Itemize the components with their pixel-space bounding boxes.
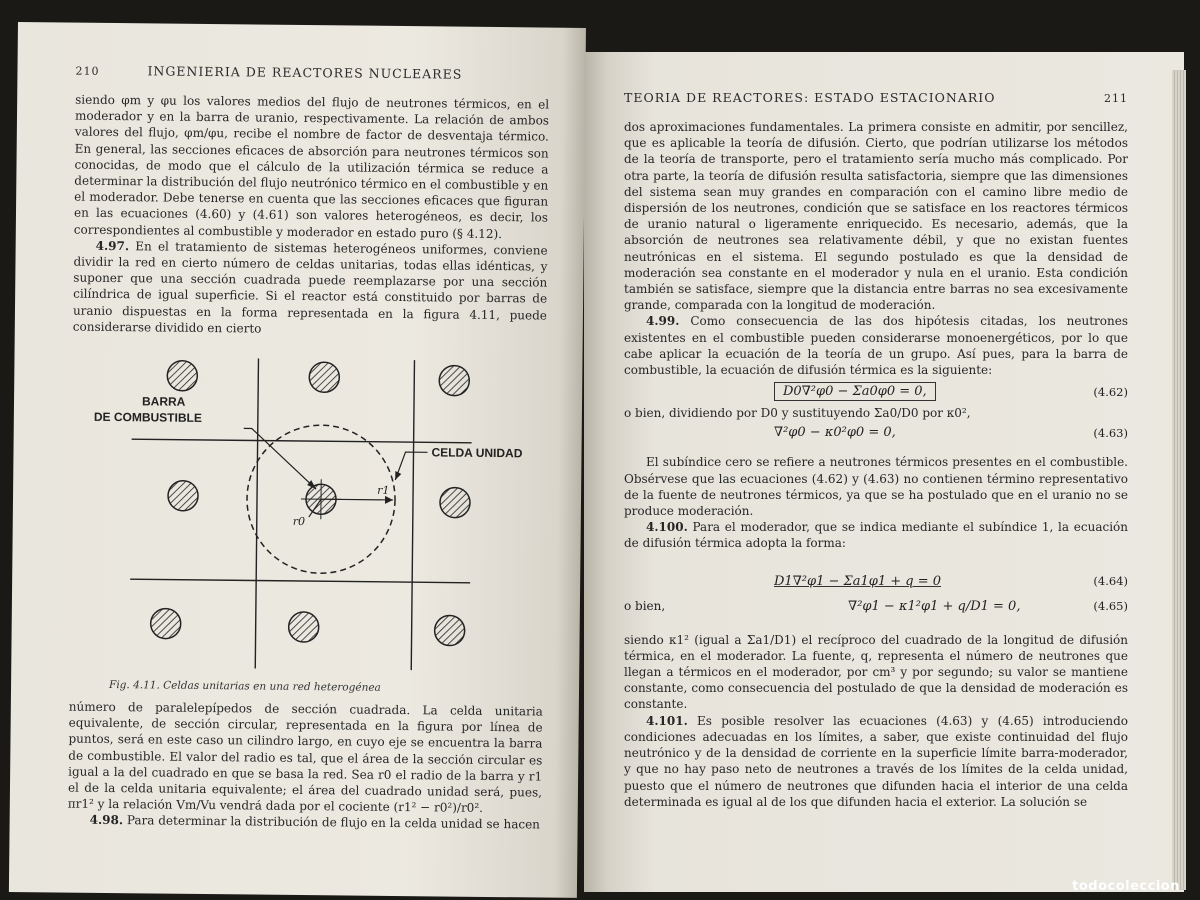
right-running-head <box>624 90 1128 105</box>
section-4-100 <box>624 519 1128 551</box>
unit-cell-diagram <box>69 347 542 678</box>
section-text: Para el moderador, que se indica mediante el subíndice 1, la ecuación de difusión térmica adopta la forma: <box>624 520 1128 551</box>
label-celda-unidad: CELDA UNIDAD <box>431 445 523 461</box>
equation-formula: D1∇²φ1 − Σa1φ1 + q = 0 <box>774 573 942 589</box>
section-number: 4.101. <box>646 713 688 728</box>
equation-number: (4.65) <box>1093 599 1128 614</box>
figure-caption: Fig. 4.11. Celdas unitarias en una red heterogénea <box>108 679 381 694</box>
section-text: Como consecuencia de las dos hipótesis citadas, los neutrones existentes en el combustible pueden considerarse monoenergéticos, por lo que cabe aplicar la ecuación de la teoría de un grupo. Así pues, para la barra de combustible, la ecuación de difusión térmica es la siguiente: <box>624 314 1128 378</box>
left-running-head <box>75 63 549 83</box>
section-4-99 <box>624 313 1128 378</box>
equation-number: (4.62) <box>1093 384 1128 399</box>
section-text: Para determinar la distribución de flujo en la celda unidad se hacen <box>126 813 541 832</box>
equation-4-62 <box>624 382 1128 401</box>
right-paragraph-2: El subíndice cero se refiere a neutrones térmicos presentes en el combustible. Obsérvese que las ecuaciones (4.62) y (4.63) no contienen término representativo de la fuente de neutrones térmicos, ya que se ha postulado que en el uranio no se produce moderación. <box>624 455 1128 519</box>
equation-4-65 <box>624 599 1128 614</box>
fuel-rod <box>289 612 319 642</box>
section-number: 4.98. <box>89 813 124 828</box>
page-edges <box>1172 70 1186 890</box>
left-page-number: 210 <box>75 64 100 78</box>
right-paragraph-3: siendo κ1² (igual a Σa1/D1) el recíproco del cuadrado de la longitud de difusión térmica, en el moderador. La fuente, q, representa el número de neutrones que llegan a térmicos en el moderador, por cm³ y por segundo; su valor se mantiene constante, como consecuencia del postulado de que la densidad de moderación es constante. <box>624 632 1128 712</box>
fuel-rod <box>309 362 339 392</box>
obien-1: o bien, dividiendo por D0 y sustituyendo Σa0/D0 por κ0², <box>624 406 971 421</box>
section-number: 4.100. <box>646 520 688 535</box>
fuel-rod <box>439 365 469 395</box>
grid-line <box>130 579 470 583</box>
label-barra: BARRA <box>141 394 186 409</box>
section-number: 4.97. <box>95 238 130 254</box>
watermark: todocoleccion <box>1072 879 1180 894</box>
section-4-101 <box>624 713 1128 810</box>
fuel-rod <box>151 608 181 638</box>
label-r0: r0 <box>292 514 306 529</box>
fuel-rod <box>434 615 464 645</box>
right-page-number: 211 <box>1104 92 1128 105</box>
fuel-rod <box>440 487 470 517</box>
section-text: En el tratamiento de sistemas heterogéneos uniformes, conviene dividir la red en cierto número de celdas unitarias, todas ellas idénticas, y suponer que una sección cuadrada puede reemplazarse por una sección cilíndrica de igual superficie. Si el reactor está constituido por barras de uranio dispuestas en la forma representada en la figura 4.11, puede considerarse dividido en cierto <box>72 239 548 336</box>
right-paragraph-1: dos aproximaciones fundamentales. La primera consiste en admitir, por sencillez, que es aplicable la teoría de difusión. Cierto, que podrían utilizarse los métodos de la teoría de transporte, pero el tratamiento sería mucho más complicado. Por otra parte, la teoría de difusión resulta satisfactoria, siempre que las dimensiones del sistema sean muy grandes en comparación con el camino libre medio de dispersión de los neutrones, condición que se satisface en los reactores térmicos de uranio natural o ligeramente enriquecido. Es necesario, además, que la absorción de neutrones sea relativamente débil, y que no existan fuentes neutrónicas en el sistema. El segundo postulado es que la densidad de moderación sea constante en el moderador y nula en el uranio. Esta condición también se satisface, siempre que la distancia entre barras no sea excesivamente grande, comparada con la longitud de moderación. <box>624 120 1128 313</box>
equation-4-63 <box>624 425 1128 440</box>
section-number: 4.99. <box>646 314 680 329</box>
figure-4-11 <box>69 347 546 678</box>
obien-2: o bien, <box>624 599 666 614</box>
equation-number: (4.63) <box>1093 425 1128 440</box>
section-text: Es posible resolver las ecuaciones (4.63) y (4.65) introduciendo condiciones adecuadas en los límites, a saber, que existe continuidad del flujo neutrónico y de la densidad de corriente en la superficie límite barra-moderador, y que no hay paso neto de neutrones a través de los límites de la celda unidad, puesto que el número de neutrones que difunden hacia el interior de una celda determinada es igual al de los que difunden hacia el exterior. La solución se <box>624 713 1128 809</box>
label-r1: r1 <box>377 483 390 497</box>
equation-formula: ∇²φ1 − κ1²φ1 + q/D1 = 0, <box>848 598 1021 614</box>
right-page <box>584 52 1184 892</box>
right-page-title: TEORIA DE REACTORES: ESTADO ESTACIONARIO <box>624 90 996 105</box>
fuel-rod <box>168 481 198 511</box>
left-paragraph-1: siendo φm y φu los valores medios del flujo de neutrones térmicos, en el moderador y en la barra de uranio, respectivamente. La relación de ambos valores del flujo, φm/φu, recibe el nombre de factor de desventaja térmico. En general, las secciones eficaces de absorción para neutrones térmicos son conocidas, de modo que el cálculo de la utilización térmica se reduce a determinar la distribución del flujo neutrónico térmico en el combustible y en el moderador. Debe tenerse en cuenta que las secciones eficaces que figuran en las ecuaciones (4.60) y (4.61) son valores heterogéneos, es decir, los correspondientes al combustible y moderador en estado puro (§ 4.12). <box>73 92 550 241</box>
label-combustible: DE COMBUSTIBLE <box>93 409 202 425</box>
grid-line <box>411 360 414 670</box>
left-paragraph-2: número de paralelepípedos de sección cuadrada. La celda unitaria equivalente, de sección circular, representada en la figura por línea de puntos, será en este caso un cilindro largo, en cuyo eje se encuentra la barra de combustible. El valor del radio es tal, que el área de la sección circular es igual a la del cuadrado en que se basa la red. Sea r0 el radio de la barra y r1 el de la celda unitaria equivalente; el área del cuadrado unidad será, pues, πr1² y la relación Vm/Vu vendrá dada por el cociente (r1² − r0²)/r0². <box>67 699 543 816</box>
section-4-97 <box>73 237 548 339</box>
grid-line <box>255 359 258 669</box>
equation-4-64 <box>624 574 1128 589</box>
left-page-title: INGENIERIA DE REACTORES NUCLEARES <box>147 63 463 82</box>
grid-line <box>132 439 472 443</box>
equation-number: (4.64) <box>1093 574 1128 589</box>
equation-formula: D0∇²φ0 − Σa0φ0 = 0, <box>774 382 936 401</box>
equation-formula: ∇²φ0 − κ0²φ0 = 0, <box>774 425 896 441</box>
fuel-rod <box>167 361 197 391</box>
left-page <box>9 22 586 898</box>
